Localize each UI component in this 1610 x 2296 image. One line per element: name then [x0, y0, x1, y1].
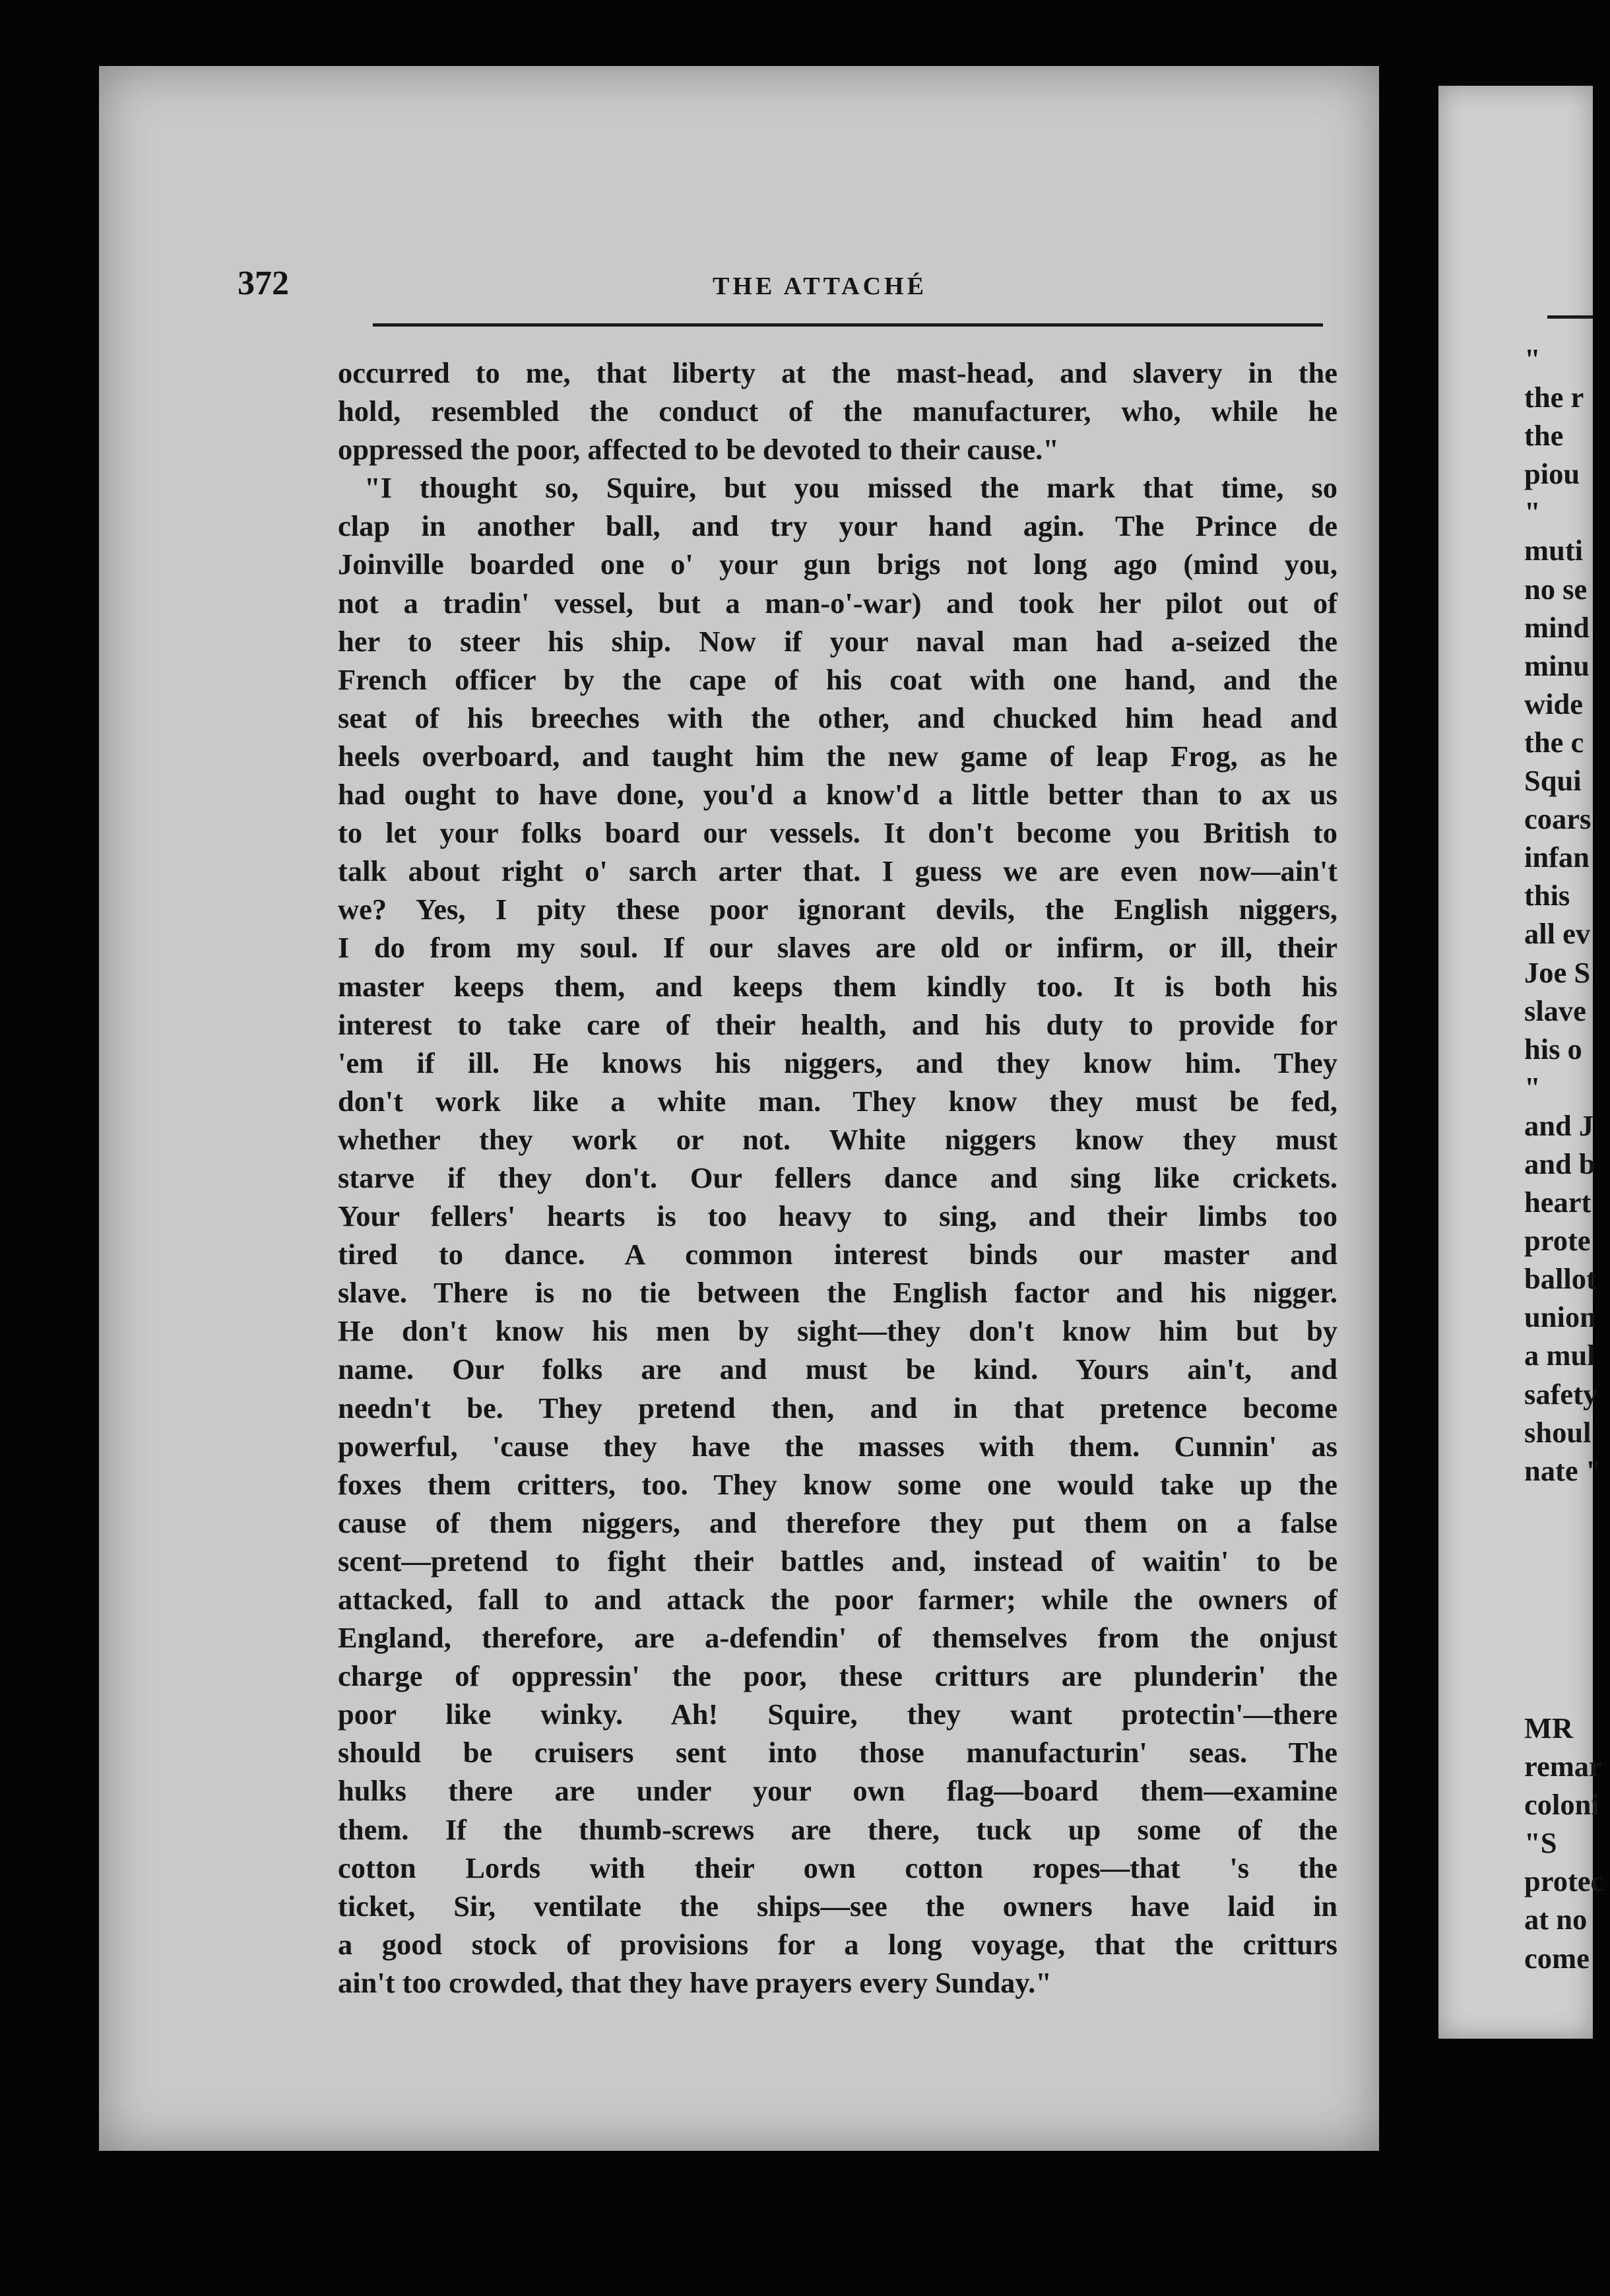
- text-line: tired to dance. A common interest binds our master and: [338, 1238, 1337, 1271]
- text-line: charge of oppressin' the poor, these critturs are plunderin' the: [338, 1659, 1337, 1693]
- text-line: poor like winky. Ah! Squire, they want protectin'—there: [338, 1698, 1337, 1731]
- page-number: 372: [238, 265, 289, 302]
- text-line: oppressed the poor, affected to be devoted to their cause.": [338, 433, 1060, 466]
- fragment-line: the r: [1524, 381, 1584, 414]
- fragment-line: ballot: [1524, 1262, 1596, 1296]
- fragment-line: and J: [1524, 1108, 1594, 1142]
- text-line: ain't too crowded, that they have prayers every Sunday.": [338, 1965, 1052, 1999]
- text-line: England, therefore, are a-defendin' of themselves from the onjust: [338, 1621, 1337, 1655]
- text-line: them. If the thumb-screws are there, tuck up some of the: [338, 1812, 1337, 1846]
- fragment-line: safety: [1524, 1377, 1598, 1411]
- fragment-line: infan: [1524, 841, 1590, 874]
- fragment-line: mind: [1524, 610, 1590, 644]
- text-line: ticket, Sir, ventilate the ships—see the owners have laid in: [338, 1889, 1337, 1923]
- fragment-line: MR: [1524, 1711, 1574, 1744]
- fragment-line: come: [1524, 1941, 1590, 1975]
- fragment-line: nate ": [1524, 1453, 1602, 1487]
- fragment-line: all ev: [1524, 917, 1591, 951]
- text-line: interest to take care of their health, and his duty to provide for: [338, 1007, 1337, 1041]
- fragment-line: the: [1524, 419, 1564, 453]
- fragment-line: ": [1524, 1070, 1541, 1104]
- text-line: seat of his breeches with the other, and chucked him head and: [338, 701, 1337, 734]
- text-line: talk about right o' sarch arter that. I guess we are even now—ain't: [338, 854, 1337, 888]
- text-line: a good stock of provisions for a long voyage, that the critturs: [338, 1927, 1337, 1961]
- fragment-line: ": [1524, 495, 1541, 529]
- text-line: cause of them niggers, and therefore they put them on a false: [338, 1506, 1337, 1539]
- fragment-line: coars: [1524, 802, 1592, 836]
- fragment-line: and b: [1524, 1147, 1595, 1180]
- text-line: Your fellers' hearts is too heavy to sing, and their limbs too: [338, 1199, 1337, 1233]
- text-line: her to steer his ship. Now if your naval man had a-seized the: [338, 624, 1337, 658]
- header-rule: [373, 323, 1323, 327]
- fragment-line: a mul: [1524, 1339, 1595, 1372]
- text-line: don't work like a white man. They know they must be fed,: [338, 1084, 1337, 1118]
- text-line: cotton Lords with their own cotton ropes—that 's the: [338, 1851, 1337, 1884]
- right-page-text-fragments-bottom: [1524, 1709, 1610, 1977]
- fragment-line: shoul: [1524, 1415, 1592, 1449]
- fragment-line: prote: [1524, 1224, 1591, 1258]
- fragment-line: this: [1524, 879, 1570, 912]
- text-line: attacked, fall to and attack the poor farmer; while the owners of: [338, 1583, 1337, 1616]
- fragment-line: no se: [1524, 572, 1588, 606]
- text-line: Joinville boarded one o' your gun brigs not long ago (mind you,: [338, 548, 1337, 581]
- fragment-line: at no: [1524, 1903, 1588, 1936]
- text-line: 'em if ill. He knows his niggers, and they know him. They: [338, 1046, 1337, 1079]
- text-line: occurred to me, that liberty at the mast-head, and slavery in the: [338, 356, 1337, 389]
- fragment-line: remar: [1524, 1750, 1602, 1783]
- text-line: starve if they don't. Our fellers dance and sing like crickets.: [338, 1161, 1337, 1194]
- fragment-line: Squi: [1524, 764, 1582, 798]
- page-header: [238, 264, 1336, 303]
- fragment-line: ": [1524, 342, 1541, 375]
- text-line: French officer by the cape of his coat with one hand, and the: [338, 662, 1337, 696]
- text-line: name. Our folks are and must be kind. Yours ain't, and: [338, 1353, 1337, 1386]
- text-line: we? Yes, I pity these poor ignorant devils, the English niggers,: [338, 893, 1337, 926]
- fragment-line: Joe S: [1524, 955, 1591, 989]
- text-line: powerful, 'cause they have the masses with them. Cunnin' as: [338, 1429, 1337, 1463]
- right-page-text-fragments-top: [1524, 340, 1610, 1490]
- right-page-header-rule: [1547, 315, 1593, 319]
- text-line: to let your folks board our vessels. It don't become you British to: [338, 816, 1337, 850]
- text-line: should be cruisers sent into those manufacturin' seas. The: [338, 1736, 1337, 1770]
- text-line: had ought to have done, you'd a know'd a little better than to ax us: [338, 778, 1337, 812]
- fragment-line: coloni: [1524, 1788, 1599, 1822]
- text-line: He don't know his men by sight—they don't know him but by: [338, 1314, 1337, 1348]
- fragment-line: wide: [1524, 687, 1583, 720]
- fragment-line: slave: [1524, 994, 1586, 1027]
- fragment-line: protec: [1524, 1865, 1604, 1898]
- text-line: not a tradin' vessel, but a man-o'-war) and took her pilot out of: [338, 586, 1337, 620]
- main-text-column: [338, 354, 1337, 2002]
- fragment-line: his o: [1524, 1032, 1582, 1066]
- fragment-line: muti: [1524, 534, 1583, 567]
- fragment-line: minu: [1524, 649, 1590, 682]
- fragment-line: heart: [1524, 1186, 1592, 1219]
- text-line: hulks there are under your own flag—board them—examine: [338, 1774, 1337, 1808]
- text-line: slave. There is no tie between the English factor and his nigger.: [338, 1276, 1337, 1310]
- text-line: whether they work or not. White niggers know they must: [338, 1122, 1337, 1156]
- fragment-line: union: [1524, 1300, 1596, 1334]
- text-line: I do from my soul. If our slaves are old or infirm, or ill, their: [338, 931, 1337, 965]
- fragment-line: the c: [1524, 725, 1584, 759]
- fragment-line: piou: [1524, 457, 1580, 491]
- text-line: hold, resembled the conduct of the manufacturer, who, while he: [338, 395, 1337, 428]
- text-line: needn't be. They pretend then, and in that pretence become: [338, 1391, 1337, 1424]
- text-line: clap in another ball, and try your hand agin. The Prince de: [338, 509, 1337, 543]
- text-line: foxes them critters, too. They know some one would take up the: [338, 1467, 1337, 1501]
- text-line: scent—pretend to fight their battles and, instead of waitin' to be: [338, 1544, 1337, 1578]
- text-line: "I thought so, Squire, but you missed the mark that time, so: [364, 471, 1337, 505]
- text-line: master keeps them, and keeps them kindly too. It is both his: [338, 969, 1337, 1003]
- running-title: THE ATTACHÉ: [713, 272, 927, 300]
- fragment-line: "S: [1524, 1826, 1557, 1860]
- text-line: heels overboard, and taught him the new game of leap Frog, as he: [338, 739, 1337, 773]
